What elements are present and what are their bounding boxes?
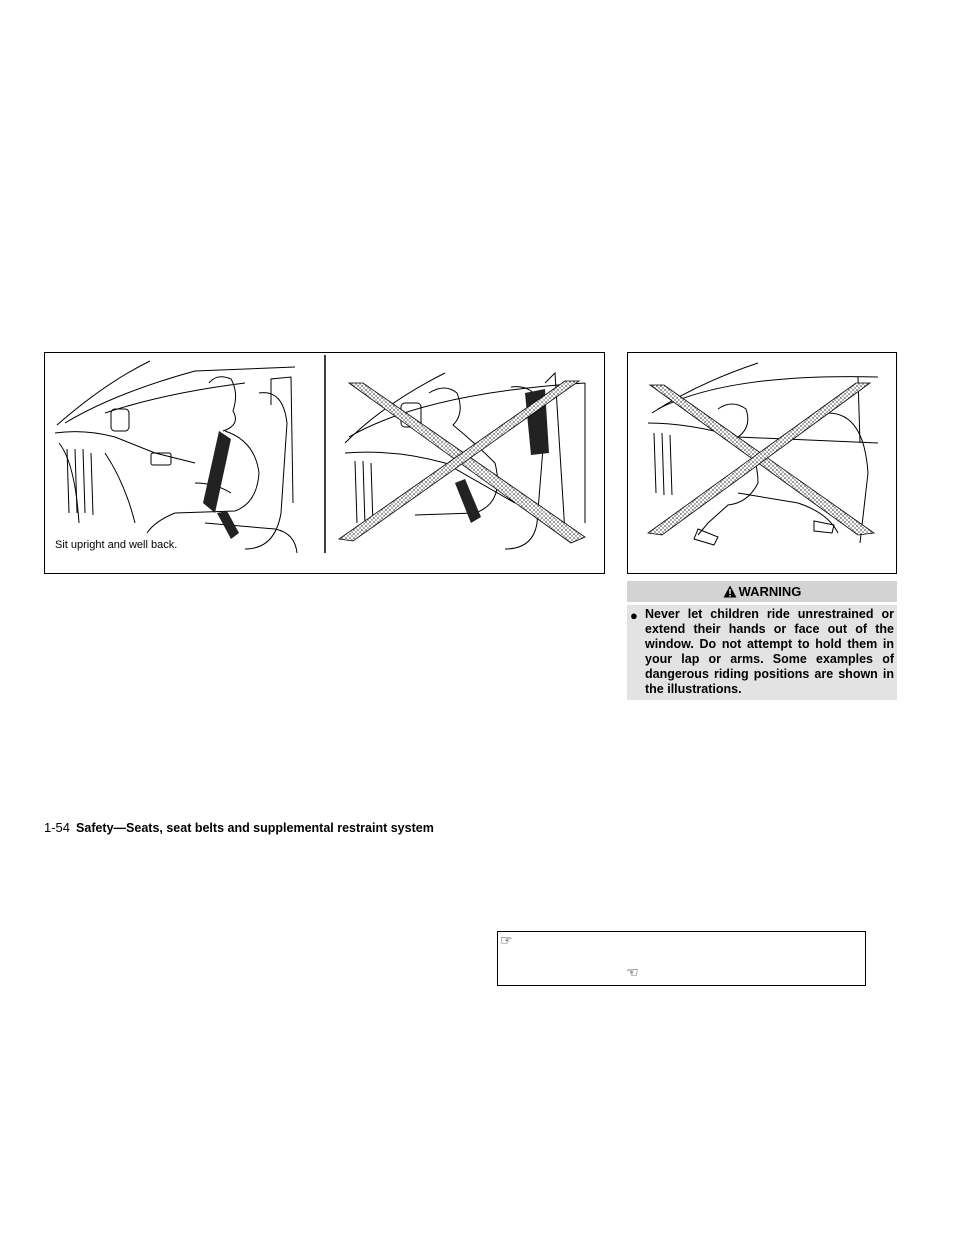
warning-triangle-icon (723, 583, 737, 604)
illustration-seating-positions (44, 352, 605, 574)
warning-header (627, 581, 897, 602)
seat-belt-buckle (217, 511, 239, 539)
bullet-point: ● (630, 608, 638, 623)
illustration-child-unrestrained (627, 352, 897, 574)
prohibited-cross-mark (339, 381, 585, 543)
pointing-hand-right-icon: ☞ (500, 933, 513, 949)
page-footer (44, 820, 434, 835)
figure-caption: Sit upright and well back. (55, 539, 178, 551)
warning-title: WARNING (738, 584, 802, 599)
section-title: Safety—Seats, seat belts and supplemental restraint system (76, 821, 434, 835)
child-illustration-svg (628, 353, 898, 575)
seat-belt-shoulder (203, 431, 231, 513)
page-number: 1-54 (44, 820, 71, 835)
prohibited-cross-mark-right (648, 383, 874, 535)
pointing-hand-left-icon: ☜ (626, 965, 639, 981)
seat-belt-misused (455, 479, 481, 523)
warning-text: Never let children ride unrestrained or extend their hands or face out of the window. Do not attempt to hold them in your lap or arms. Some examples of dangerous riding positions are shown in the illustrations. (645, 607, 894, 696)
reference-box (497, 931, 866, 986)
warning-box (627, 581, 897, 700)
warning-body (627, 605, 897, 700)
correct-posture-drawing (55, 361, 297, 553)
